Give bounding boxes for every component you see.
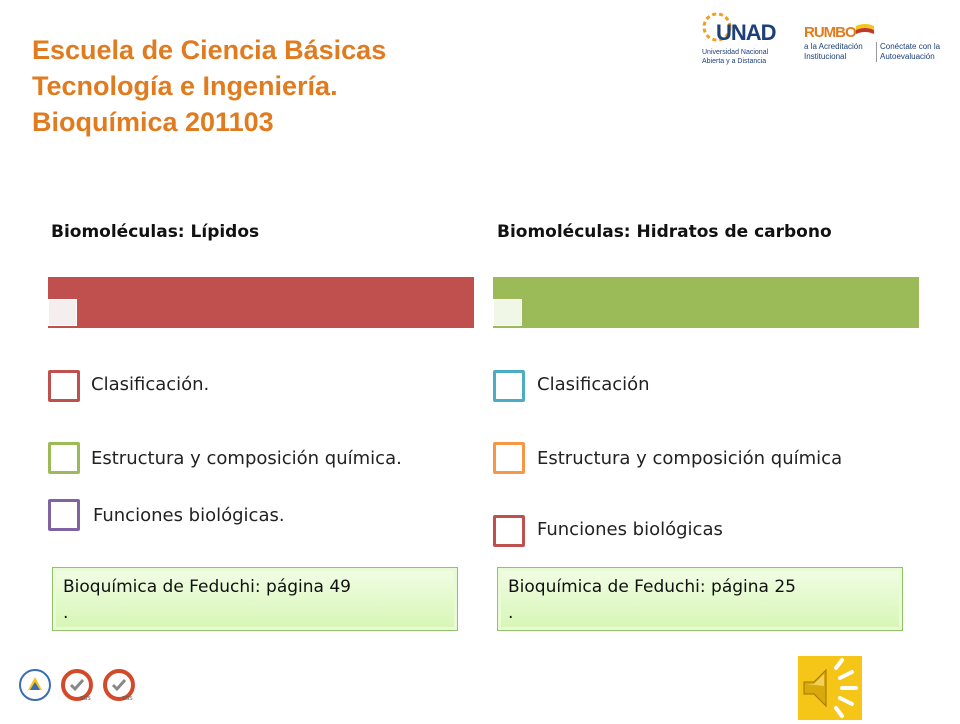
sgs-label-1: SGS (80, 696, 91, 702)
rumbo-logo-subtitle: a la Acreditación Institucional (804, 42, 863, 61)
rumbo-tagline: Conéctate con la Autoevaluación (880, 42, 941, 61)
right-bar-square (493, 299, 522, 326)
right-reference-box (497, 567, 903, 631)
left-reference-dot: . (63, 603, 69, 623)
right-item-3-label: Funciones biológicas (537, 519, 723, 540)
right-item-1-label: Clasificación (537, 374, 650, 395)
title-line-2: Tecnología e Ingeniería. (32, 71, 338, 101)
right-reference-text: Bioquímica de Feduchi: página 25 (508, 577, 796, 597)
unad-logo (700, 12, 778, 68)
right-reference-dot: . (508, 603, 514, 623)
unad-logo-subtitle: Universidad Nacional Abierta y a Distancia (702, 49, 769, 65)
right-item-3-box (493, 515, 525, 547)
unad-logo-text: UNAD (716, 20, 776, 45)
left-reference-text: Bioquímica de Feduchi: página 49 (63, 577, 351, 597)
right-column-heading: Biomoléculas: Hidratos de carbono (497, 222, 832, 242)
title-line-3: Bioquímica 201103 (32, 107, 274, 137)
audio-button[interactable] (798, 656, 862, 720)
title-line-1: Escuela de Ciencia Básicas (32, 35, 387, 65)
left-item-3-label: Funciones biológicas. (93, 505, 285, 526)
left-item-2-box (48, 442, 80, 474)
rumbo-logo-text: RUMBO (804, 24, 856, 41)
right-header-bar (493, 277, 919, 328)
left-item-1-box (48, 370, 80, 402)
left-column-heading: Biomoléculas: Lípidos (51, 222, 260, 242)
left-header-bar (48, 277, 474, 328)
rumbo-logo (804, 22, 954, 66)
left-bar-square (48, 299, 77, 326)
left-reference-box (52, 567, 458, 631)
footer-logos (18, 668, 136, 706)
sgs-label-2: SGS (122, 696, 133, 702)
left-item-2-label: Estructura y composición química. (91, 448, 402, 469)
sgs-certification-1 (60, 668, 94, 706)
left-item-3-box (48, 499, 80, 531)
colombia-seal-icon (18, 668, 52, 702)
sgs-certification-2 (102, 668, 136, 706)
speaker-icon (798, 656, 862, 720)
right-item-2-box (493, 442, 525, 474)
left-item-1-label: Clasificación. (91, 374, 210, 395)
right-item-1-box (493, 370, 525, 402)
rumbo-flag-icon (856, 22, 874, 36)
right-item-2-label: Estructura y composición química (537, 448, 843, 469)
rumbo-divider (876, 42, 877, 62)
slide-title (32, 32, 386, 140)
